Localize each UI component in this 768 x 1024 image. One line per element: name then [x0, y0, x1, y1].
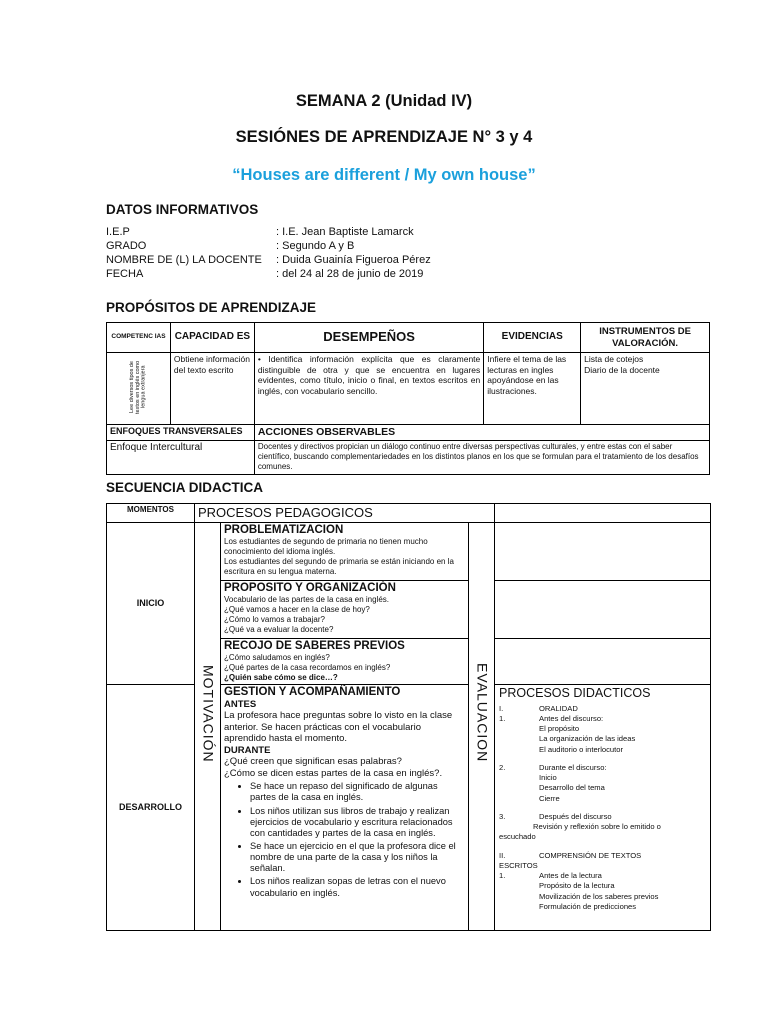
list-item: • Se hace un repaso del significado de algunas partes de la casa en inglés. [250, 781, 465, 803]
antes-lectura-row [499, 871, 707, 881]
datos-row [106, 226, 666, 240]
list-item: El auditorio o interlocutor [539, 744, 623, 754]
evidencia-cell: Infiere el tema de las lecturas en ingles apoyándose en las ilustraciones. [484, 353, 581, 425]
week-title: SEMANA 2 (Unidad IV) [295, 92, 473, 110]
gestion-title: GESTION Y ACOMPAÑAMIENTO [224, 685, 401, 698]
header-instrumentos: INSTRUMENTOS DE VALORACIÓN. [581, 323, 710, 353]
durante-discurso-number: 2. [499, 762, 506, 772]
datos-label: FECHA [106, 268, 144, 280]
accion-cell: Docentes y directivos propician un diálogo continuo entre diversas perspectivas culturales, y entre estas con el saber científico, buscando complementariedades en los distintos planos en los que se formulan para el tratamiento de los desafíos comunes. [254, 441, 709, 475]
list-item: Desarrollo del tema [539, 783, 605, 793]
list-item: El propósito [539, 724, 580, 734]
proposito-line: ¿Cómo lo vamos a trabajar? [224, 614, 325, 624]
antes-text: La profesora hace preguntas sobre lo visto en la clase anterior. Se hacen prácticas con el vocabulario aprendido hasta el momento. [224, 710, 453, 745]
datos-value: : Segundo A y B [276, 240, 355, 252]
despues-discurso-label: Después del discurso [539, 811, 612, 821]
header-desempenos: DESEMPEÑOS [254, 323, 483, 353]
problematizacion-line: Los estudiantes de segundo de primaria no tienen mucho conocimiento del idioma inglés. [224, 536, 428, 556]
comprension-tail: ESCRITOS [499, 860, 538, 870]
competencia-cell [107, 353, 171, 425]
secuencia-table [106, 503, 711, 931]
despues-discurso-number: 3. [499, 811, 506, 821]
saberes-line: ¿Qué partes de la casa recordamos en inglés? [224, 662, 391, 672]
instrumento-item: Diario de la docente [584, 364, 660, 375]
antes-lectura-number: 1. [499, 871, 506, 881]
header-evidencias: EVIDENCIAS [484, 323, 581, 353]
propositos-title: PROPÓSITOS DE APRENDIZAJE [106, 300, 317, 315]
oralidad-number: I. [499, 703, 504, 713]
saberes-cell [221, 639, 469, 685]
oralidad-row [499, 704, 707, 714]
didacticos-cell [495, 684, 711, 930]
saberes-line: ¿Cómo saludamos en inglés? [224, 652, 330, 662]
procesos-header: PROCESOS PEDAGOGICOS [195, 504, 495, 523]
datos-title: DATOS INFORMATIVOS [106, 202, 259, 217]
list-item: Formulación de predicciones [539, 901, 637, 911]
list-item: Propósito de la lectura [539, 881, 615, 891]
list-item: Cierre [539, 793, 560, 803]
despues-discurso-row [499, 812, 707, 822]
datos-label: GRADO [106, 240, 147, 252]
evaluacion-cell [469, 523, 495, 931]
saberes-title: RECOJO DE SABERES PREVIOS [224, 640, 405, 653]
list-item: Inicio [539, 773, 557, 783]
desarrollo-cell: DESARROLLO [107, 684, 195, 930]
datos-row [106, 240, 666, 254]
proposito-title: PROPOSITO Y ORGANIZACIÓN [224, 582, 396, 595]
enfoque-cell: Enfoque Intercultural [107, 441, 255, 475]
despues-discurso-tail: escuchado [499, 832, 536, 842]
list-item: • Se hace un ejercicio en el que la profesora dice el nombre de una parte de la casa y los niños la señalan. [250, 841, 465, 874]
enfoques-label: ENFOQUES TRANSVERSALES [107, 425, 255, 441]
durante-discurso-label: Durante el discurso: [539, 762, 607, 772]
antes-discurso-row [499, 714, 707, 724]
saberes-line: ¿Quién sabe cómo se dice…? [224, 672, 338, 682]
comprension-number: II. [499, 850, 506, 860]
durante-question: ¿Qué creen que significan esas palabras? [224, 756, 402, 768]
datos-value: : del 24 al 28 de junio de 2019 [276, 268, 424, 280]
comprension-label: COMPRENSIÓN DE TEXTOS [539, 850, 642, 860]
problematizacion-line: Los estudiantes del segundo de primaria se están iniciando en la escritura en su lengua materna. [224, 556, 454, 576]
list-item: • Los niños utilizan sus libros de trabajo y realizan ejercicios de vocabulario y escritura relacionados con cantidades y partes de la casa en inglés. [250, 806, 465, 839]
datos-row [106, 268, 666, 282]
instrumentos-cell [581, 353, 710, 425]
propositos-table [106, 322, 710, 475]
oralidad-label: ORALIDAD [539, 703, 578, 713]
proposito-cell [221, 581, 469, 639]
evaluacion-label: EVALUACION [474, 663, 491, 763]
list-item: • Los niños realizan sopas de letras con el nuevo vocabulario en inglés. [250, 876, 465, 898]
competencia-text: Lee diversos tipos de textos en inglés como lengua extranjera [128, 360, 147, 414]
datos-value: : Duida Guainía Figueroa Pérez [276, 254, 431, 266]
problematizacion-title: PROBLEMATIZACION [224, 524, 344, 537]
problematizacion-cell [221, 523, 469, 581]
gestion-bullets [224, 781, 465, 899]
inicio-cell: INICIO [107, 523, 195, 685]
durante-question: ¿Cómo se dicen estas partes de la casa en inglés?. [224, 767, 443, 779]
datos-label: NOMBRE DE (L) LA DOCENTE [106, 254, 262, 266]
datos-label: I.E.P [106, 226, 130, 238]
proposito-line: ¿Qué vamos a hacer en la clase de hoy? [224, 604, 370, 614]
instrumento-item: Lista de cotejos [584, 354, 644, 364]
header-capacidades: CAPACIDAD ES [170, 323, 254, 353]
datos-list [106, 226, 666, 282]
antes-lectura-label: Antes de la lectura [539, 871, 602, 881]
motivacion-cell [195, 523, 221, 931]
didacticos-title: PROCESOS DIDACTICOS [499, 685, 651, 700]
datos-row [106, 254, 666, 268]
durante-discurso-row [499, 763, 707, 773]
secuencia-title: SECUENCIA DIDACTICA [106, 480, 264, 495]
empty-header [495, 504, 711, 523]
empty-right-1 [495, 523, 711, 581]
despues-discurso-text: Revisión y reflexión sobre lo emitido o [533, 822, 661, 832]
antes-label: ANTES [224, 698, 257, 710]
proposito-line: Vocabulario de las partes de la casa en inglés. [224, 594, 389, 604]
gestion-cell [221, 684, 469, 930]
antes-discurso-label: Antes del discurso: [539, 713, 604, 723]
list-item: Movilización de los saberes previos [539, 891, 659, 901]
motivacion-label: MOTIVACIÓN [200, 665, 217, 763]
list-item: La organización de las ideas [539, 734, 636, 744]
sessions-title: SESIÓNES DE APRENDIZAJE N° 3 y 4 [235, 128, 533, 146]
durante-label: DURANTE [224, 744, 271, 756]
comprension-row [499, 851, 707, 861]
proposito-line: ¿Qué va a evaluar la docente? [224, 624, 334, 634]
momentos-header: MOMENTOS [107, 504, 195, 523]
datos-value: : I.E. Jean Baptiste Lamarck [276, 226, 414, 238]
capacidad-cell: Obtiene información del texto escrito [170, 353, 254, 425]
empty-right-2 [495, 581, 711, 639]
desempeno-cell: • Identifica información explícita que es claramente distinguible de otra y que se encuentra en lugares evidentes, como título, inicio o final, en textos escritos en inglés, con vocabulario sencillo. [254, 353, 483, 425]
header-competencias: COMPETENC IAS [107, 323, 171, 353]
empty-right-3 [495, 639, 711, 685]
topic-subtitle: “Houses are different / My own house” [232, 166, 536, 184]
acciones-label: ACCIONES OBSERVABLES [254, 425, 709, 441]
antes-discurso-number: 1. [499, 713, 506, 723]
